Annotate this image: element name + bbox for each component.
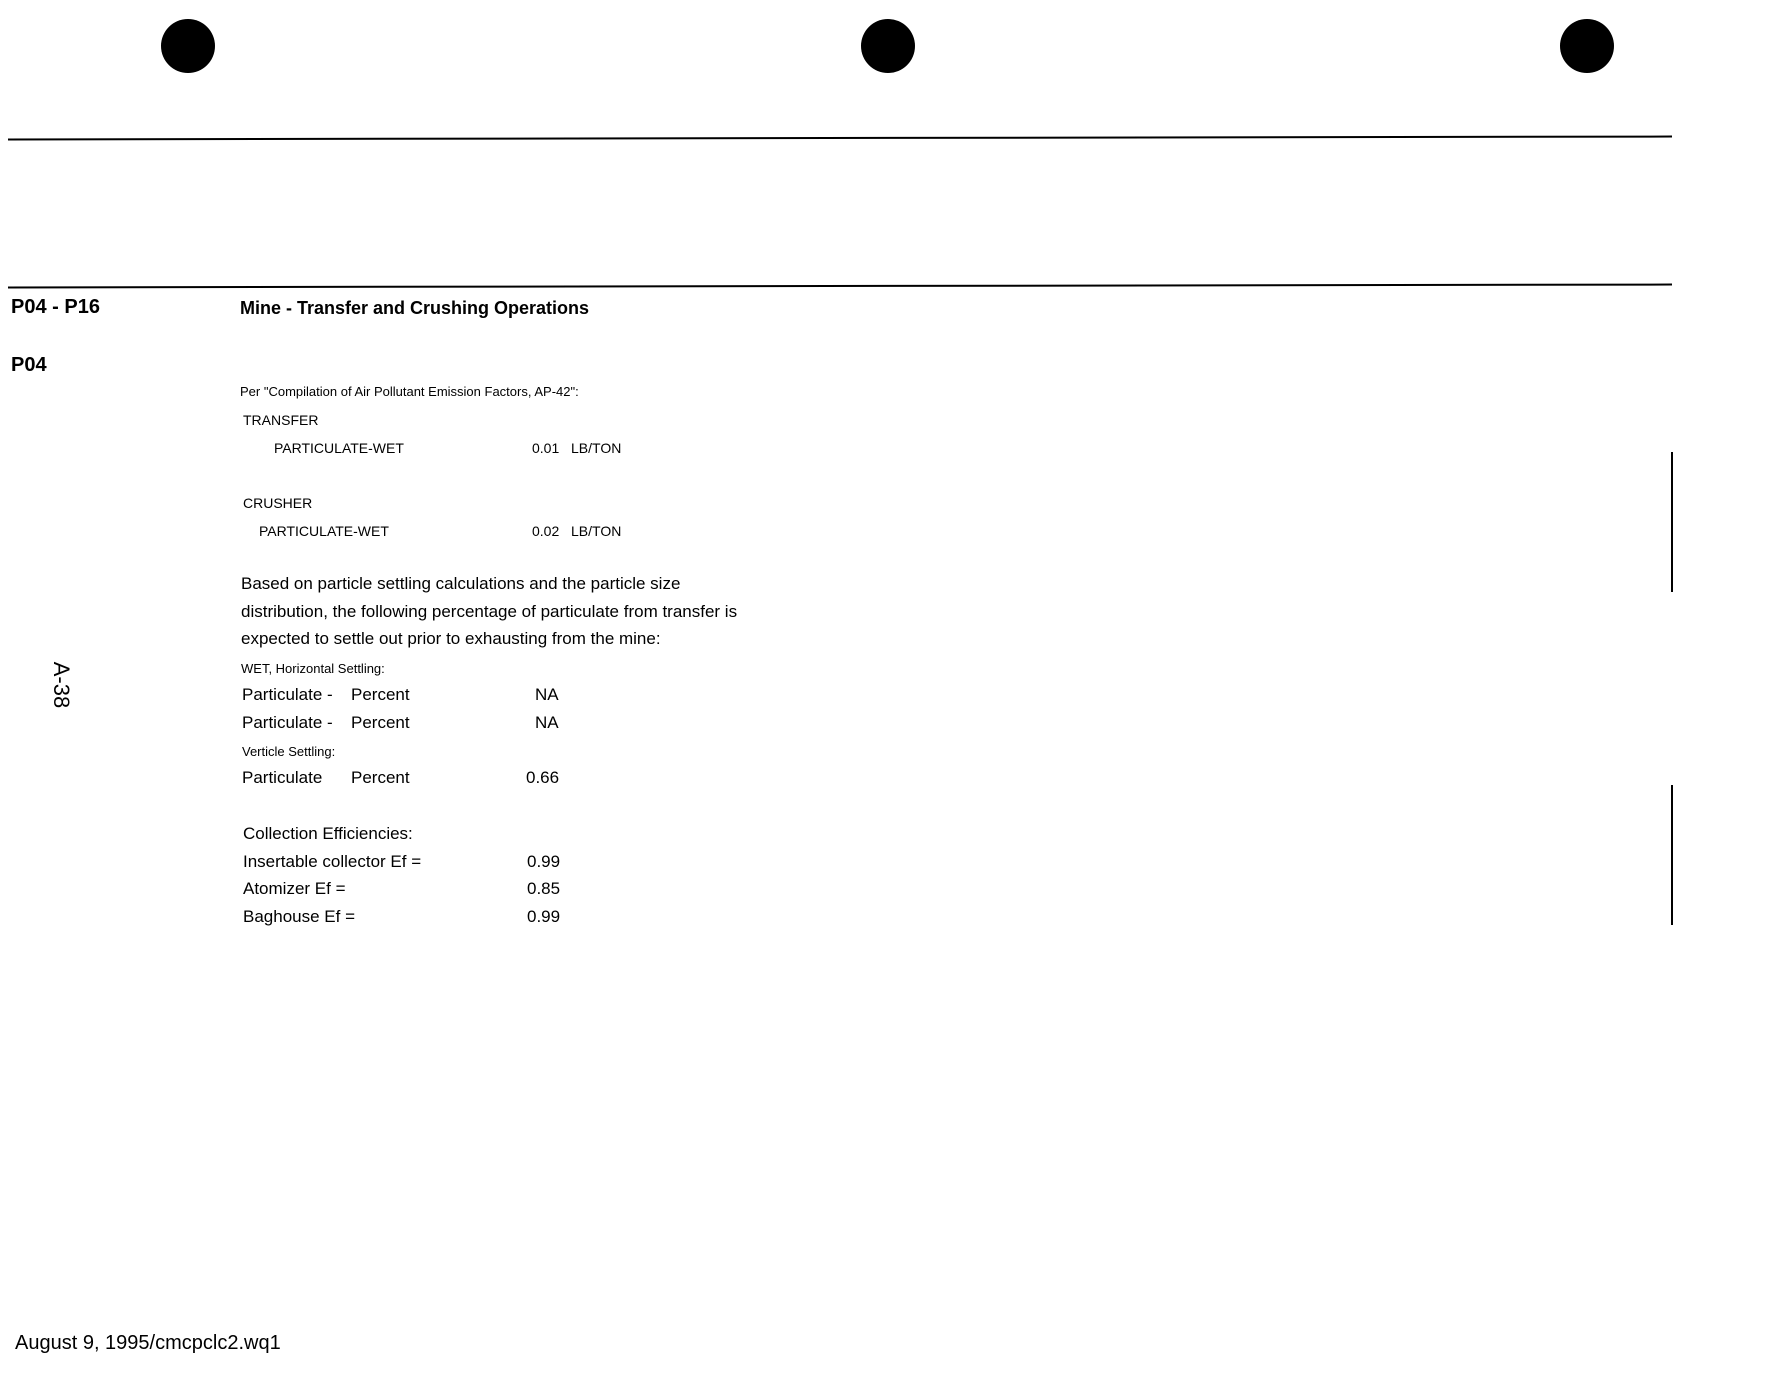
verticle-row-value: 0.66 — [526, 768, 560, 787]
transfer-unit: LB/TON — [571, 440, 622, 456]
collection-row-1-label: Insertable collector Ef = — [243, 852, 422, 871]
horizontal-row-2-label: Particulate - — [242, 713, 333, 732]
crusher-item: PARTICULATE-WET — [259, 523, 389, 539]
paragraph-line-3: expected to settle out prior to exhausting from the mine: — [241, 629, 661, 648]
change-bar-upper — [1671, 452, 1673, 592]
collection-row-1-value: 0.99 — [527, 852, 561, 871]
binder-hole-right — [1560, 19, 1614, 73]
subcode: P04 — [11, 354, 47, 376]
top-rule — [8, 136, 1672, 141]
binder-hole-left — [161, 19, 215, 73]
paragraph-line-2: distribution, the following percentage of particulate from transfer is — [241, 602, 738, 621]
section-title: Mine - Transfer and Crushing Operations — [240, 298, 590, 318]
wet-horizontal-heading: WET, Horizontal Settling: — [241, 661, 385, 676]
collection-row-3-label: Baghouse Ef = — [243, 907, 356, 926]
transfer-item: PARTICULATE-WET — [274, 440, 404, 456]
verticle-row-label: Particulate — [242, 768, 323, 787]
collection-row-3-value: 0.99 — [527, 907, 561, 926]
crusher-unit: LB/TON — [571, 523, 622, 539]
footer-filename: August 9, 1995/cmcpclc2.wq1 — [15, 1332, 281, 1354]
horizontal-row-1-unit: Percent — [351, 685, 410, 704]
transfer-value: 0.01 — [532, 440, 560, 456]
paragraph-line-1: Based on particle settling calculations and the particle size — [241, 574, 681, 593]
header-rule — [8, 284, 1672, 289]
horizontal-row-2-value: NA — [535, 713, 559, 732]
verticle-row-unit: Percent — [351, 768, 410, 787]
page-number: A-38 — [49, 661, 75, 709]
change-bar-lower — [1671, 785, 1673, 925]
verticle-heading: Verticle Settling: — [242, 744, 336, 759]
code-range: P04 - P16 — [11, 296, 100, 318]
crusher-label: CRUSHER — [243, 495, 313, 511]
crusher-value: 0.02 — [532, 523, 560, 539]
transfer-label: TRANSFER — [243, 412, 319, 428]
horizontal-row-2-unit: Percent — [351, 713, 410, 732]
horizontal-row-1-value: NA — [535, 685, 559, 704]
reference-line: Per "Compilation of Air Pollutant Emission Factors, AP-42": — [240, 384, 579, 399]
collection-row-2-label: Atomizer Ef = — [243, 879, 346, 898]
binder-hole-center — [861, 19, 915, 73]
collection-row-2-value: 0.85 — [527, 879, 561, 898]
collection-heading: Collection Efficiencies: — [243, 824, 413, 843]
horizontal-row-1-label: Particulate - — [242, 685, 333, 704]
